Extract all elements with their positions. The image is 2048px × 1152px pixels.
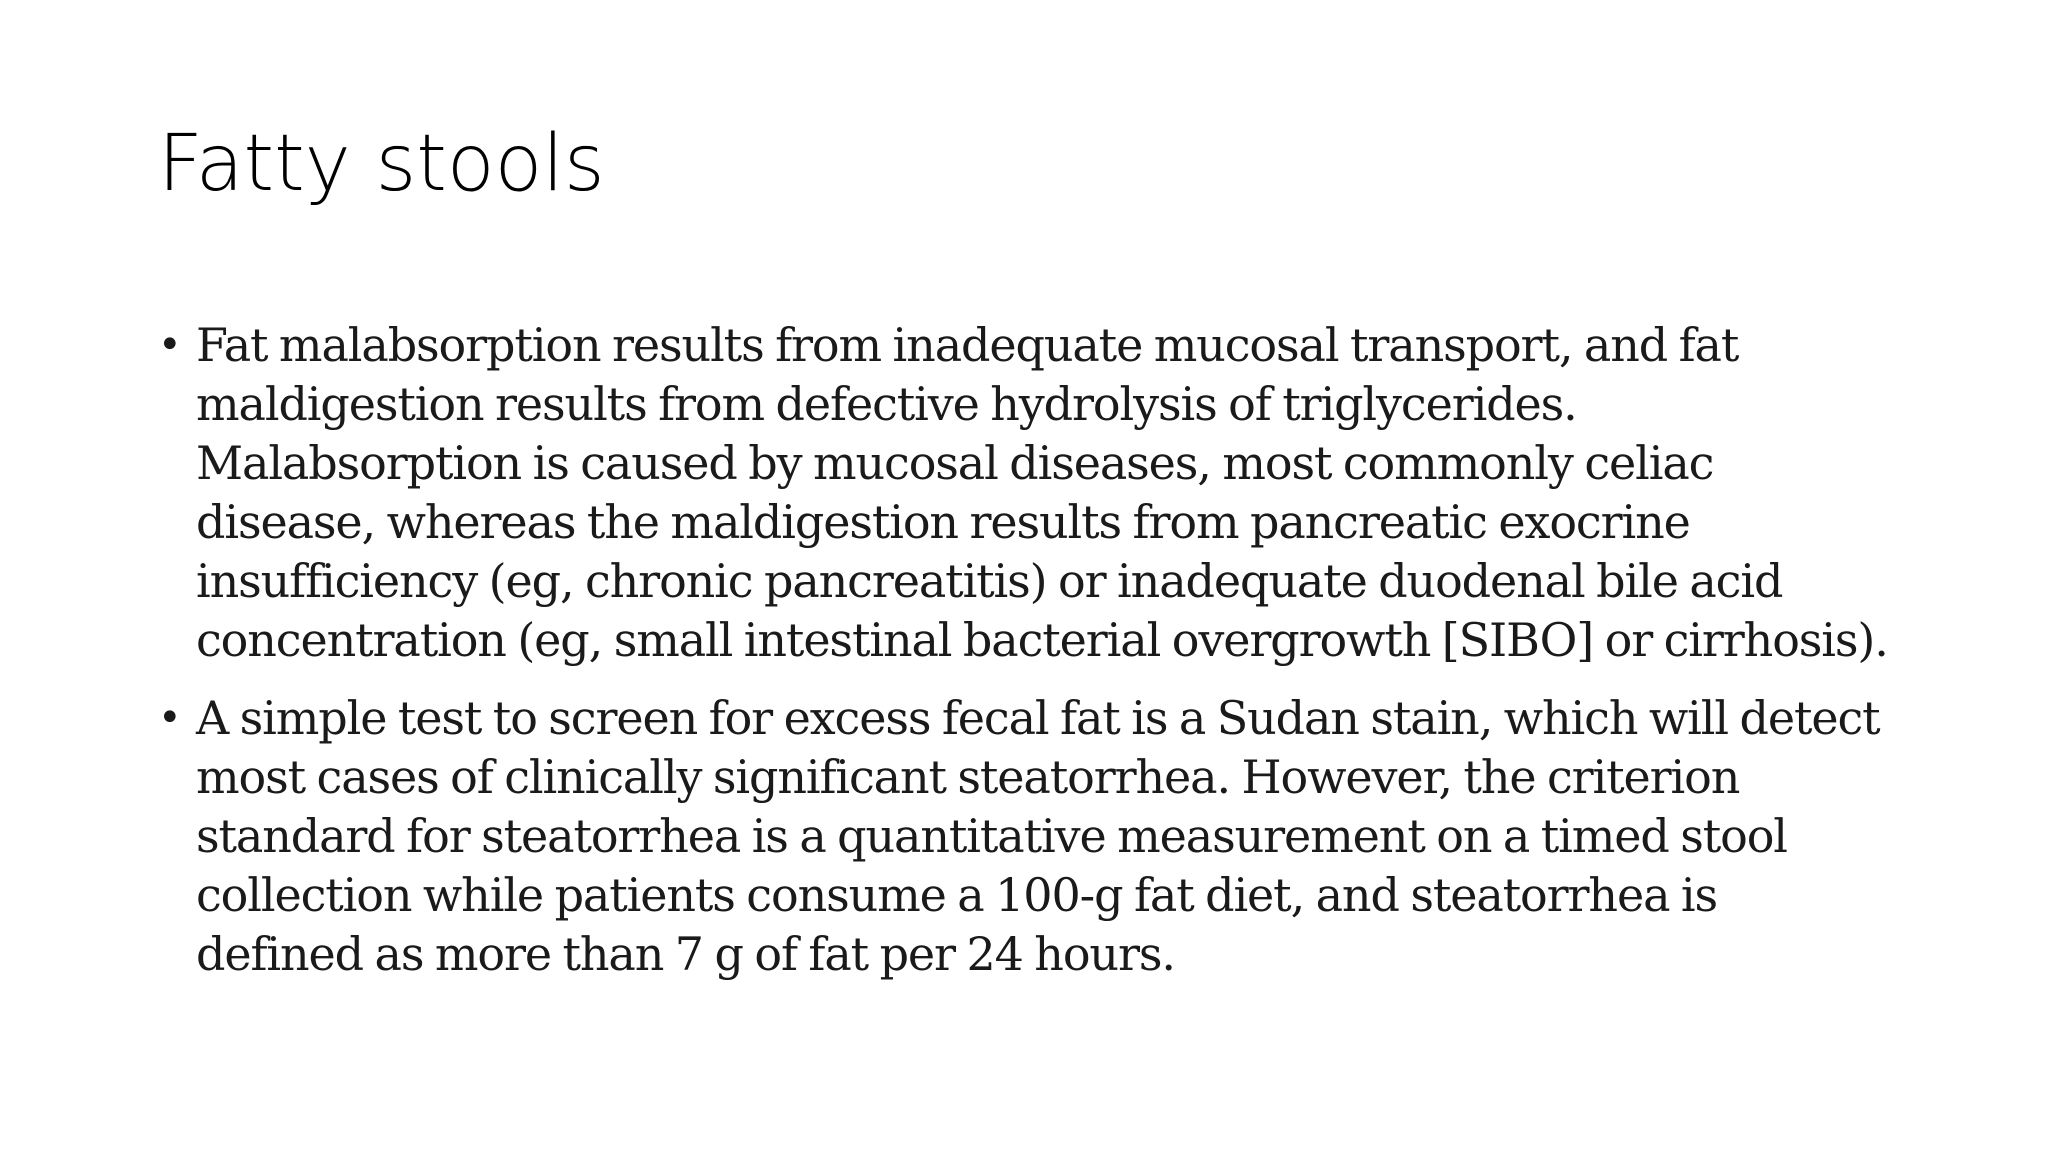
bullet-text-line: standard for steatorrhea is a quantitative measurement on a timed stool	[196, 809, 1787, 863]
bullet-text-line: concentration (eg, small intestinal bacterial overgrowth [SIBO] or cirrhosis).	[196, 613, 1888, 667]
bullet-list	[158, 316, 1898, 1003]
bullet-text-line: defined as more than 7 g of fat per 24 hours.	[196, 927, 1175, 981]
bullet-text-line: A simple test to screen for excess fecal fat is a Sudan stain, which will detect	[196, 691, 1880, 745]
bullet-icon: •	[158, 322, 182, 368]
bullet-text-line: most cases of clinically significant steatorrhea. However, the criterion	[196, 750, 1740, 804]
bullet-item	[158, 689, 1898, 984]
slide-title: Fatty stools	[158, 119, 605, 209]
bullet-text-line: maldigestion results from defective hydrolysis of triglycerides.	[196, 377, 1577, 431]
bullet-text-line: collection while patients consume a 100-g fat diet, and steatorrhea is	[196, 868, 1718, 922]
bullet-icon: •	[158, 695, 182, 741]
bullet-text-line: insufficiency (eg, chronic pancreatitis) or inadequate duodenal bile acid	[196, 554, 1783, 608]
bullet-text-line: Malabsorption is caused by mucosal diseases, most commonly celiac	[196, 436, 1714, 490]
bullet-item	[158, 316, 1898, 670]
bullet-text-line: disease, whereas the maldigestion results from pancreatic exocrine	[196, 495, 1690, 549]
bullet-text-line: Fat malabsorption results from inadequate mucosal transport, and fat	[196, 318, 1739, 372]
